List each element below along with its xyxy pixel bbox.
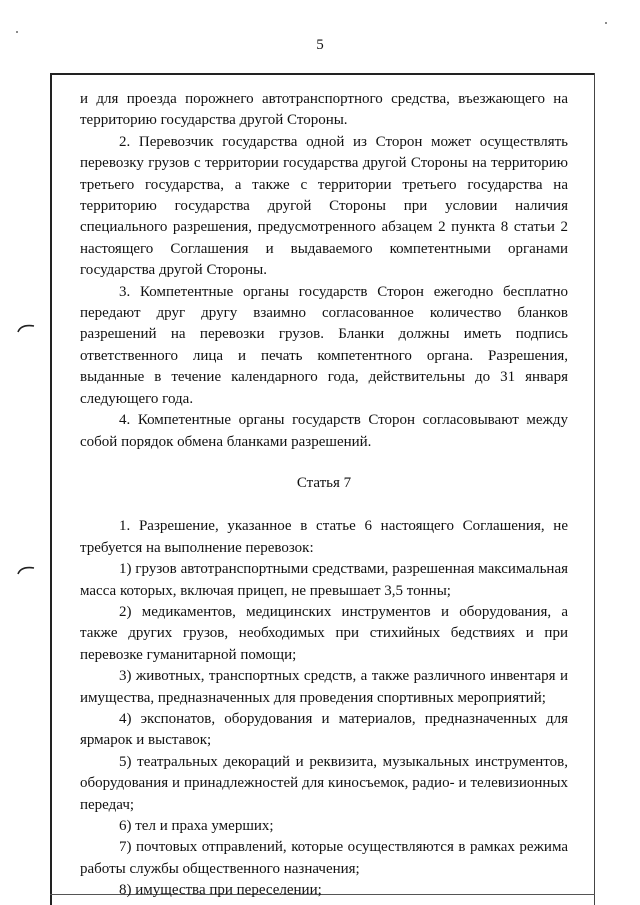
margin-bracket-mark-upper xyxy=(17,323,35,333)
paragraph-4: 4. Компетентные органы государств Сторон согласовывают между собой порядок обмена бланками разрешений. xyxy=(80,412,568,450)
frame-left-border xyxy=(50,73,52,905)
document-body xyxy=(80,89,568,902)
frame-right-border xyxy=(594,73,595,905)
list-item-8: 8) имущества при переселении; xyxy=(119,882,322,899)
list-item-3: 3) животных, транспортных средств, а также различного инвентаря и имущества, предназначенных для проведения спортивных мероприятий; xyxy=(80,668,568,706)
list-item-6: 6) тел и праха умерших; xyxy=(119,818,274,834)
scan-speck xyxy=(605,22,607,24)
page-number: 5 xyxy=(316,37,324,53)
list-item-4: 4) экспонатов, оборудования и материалов, предназначенных для ярмарок и выставок; xyxy=(80,710,568,749)
list-item-5: 5) театральных декораций и реквизита, музыкальных инструментов, оборудования и принадлежностей для киносъемок, радио- и телевизионных передач; xyxy=(80,753,568,813)
article-heading: Статья 7 xyxy=(296,474,352,491)
paragraph-3: 3. Компетентные органы государств Сторон ежегодно бесплатно передают друг другу взаимно согласованное количество бланков разрешений на перевозки грузов. Бланки должны иметь подпись ответственного лица и печать компетентного органа. Разрешения, выданные в течение календарного года, действительны до 31 января следующего года. xyxy=(80,283,568,407)
scan-speck xyxy=(16,31,18,33)
list-item-7: 7) почтовых отправлений, которые осуществляются в рамках режима работы службы общественного назначения; xyxy=(80,839,568,877)
continuation-paragraph: и для проезда порожнего автотранспортного средства, въезжающего на территорию государства другой Стороны. xyxy=(80,91,568,129)
list-item-2: 2) медикаментов, медицинских инструментов и оборудования, а также других грузов, необходимых при стихийных бедствиях и при перевозке гуманитарной помощи; xyxy=(80,603,568,663)
spacer xyxy=(80,494,568,516)
margin-bracket-mark-lower xyxy=(17,565,35,575)
paragraph-2: 2. Перевозчик государства одной из Сторон может осуществлять перевозку грузов с территории государства другой Стороны на территорию третьего государства, а также с территории третьего государства на территорию государства другой Стороны при условии наличия специального разрешения, предусмотренного абзацем 2 пункта 8 статьи 2 настоящего Соглашения и выдаваемого компетентными органами государства другой Стороны. xyxy=(80,133,568,279)
spacer xyxy=(80,453,568,473)
article-7-paragraph-1: 1. Разрешение, указанное в статье 6 настоящего Соглашения, не требуется на выполнение перевозок: xyxy=(80,518,568,556)
list-item-1: 1) грузов автотранспортными средствами, разрешенная максимальная масса которых, включая прицеп, не превышает 3,5 тонны; xyxy=(80,561,568,599)
frame-top-border xyxy=(50,73,595,75)
